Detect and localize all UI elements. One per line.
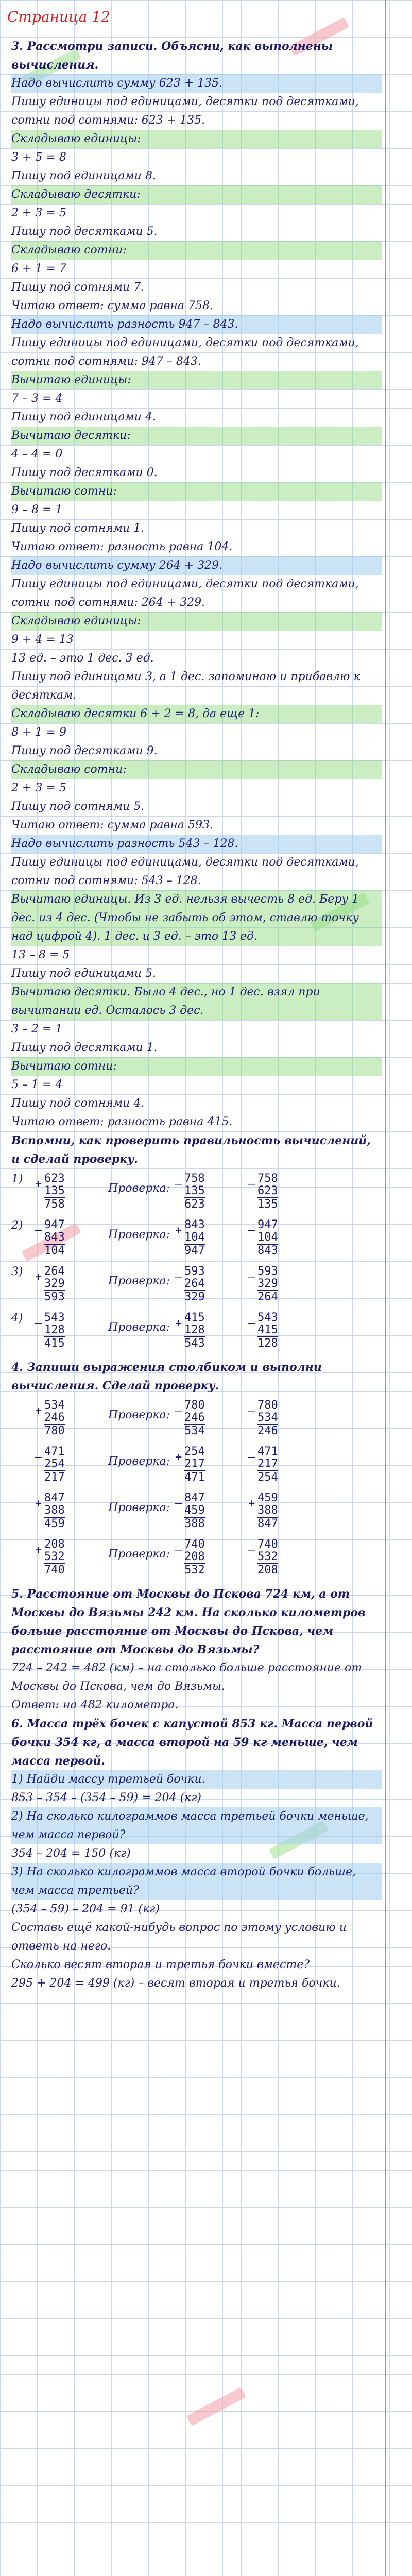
column-numbers <box>44 1173 96 1211</box>
operation-sign: + <box>35 1404 42 1417</box>
operand-number: 415 <box>258 1324 278 1336</box>
operand-number: 128 <box>44 1324 65 1336</box>
column-calc <box>248 1265 309 1303</box>
column-calc <box>35 1538 96 1577</box>
text-line: Складываю сотни: <box>11 241 382 260</box>
text-line: 7 – 3 = 4 <box>11 392 63 405</box>
margin-line <box>385 0 386 2576</box>
text-line: Пишу под десятками 1. <box>11 1041 158 1054</box>
content <box>11 37 382 1993</box>
column-calc <box>35 1219 96 1257</box>
operation-sign: + <box>175 1224 182 1237</box>
operand-number: 217 <box>184 1458 205 1470</box>
text-line: Надо вычислить сумму 264 + 329. <box>11 556 382 575</box>
result-number: 758 <box>44 1198 65 1211</box>
column-calc <box>175 1538 236 1577</box>
text-line: (354 – 59) – 204 = 91 (кг) <box>11 1903 160 1916</box>
column-calc <box>175 1265 236 1303</box>
operand-number: 104 <box>258 1231 278 1244</box>
column-numbers <box>184 1399 236 1437</box>
text-line: 3) На сколько килограммов масса второй бочки больше, чем масса третьей? <box>11 1863 382 1900</box>
operation-sign: – <box>35 1224 42 1237</box>
text-line: Пишу единицы под единицами, десятки под десятками, сотни под сотнями: 543 – 128. <box>11 856 359 887</box>
operand-number: 947 <box>44 1218 65 1231</box>
column-calc <box>35 1265 96 1303</box>
operation-sign: + <box>175 1451 182 1464</box>
text-line: Складываю десятки: <box>11 185 382 204</box>
operand-number: 534 <box>258 1411 278 1424</box>
column-numbers <box>258 1219 309 1257</box>
operand-number: 388 <box>44 1504 65 1517</box>
column-calc <box>35 1173 96 1211</box>
column-calc <box>248 1399 309 1437</box>
operand-number: 593 <box>258 1265 278 1278</box>
text-line: Складываю единицы: <box>11 130 382 148</box>
text-line: Читаю ответ: сумма равна 593. <box>11 819 213 832</box>
column-numbers <box>44 1538 96 1577</box>
text-line: Вычитаю десятки. Было 4 дес., но 1 дес. взял при вычитании ед. Осталось 3 дес. <box>11 983 382 1020</box>
text-line: Вычитаю сотни: <box>11 482 382 501</box>
operand-number: 532 <box>258 1550 278 1563</box>
text-line: 5 – 1 = 4 <box>11 1078 63 1091</box>
operation-sign: – <box>175 1544 182 1556</box>
result-number: 534 <box>184 1425 205 1437</box>
text-line: 13 ед. – это 1 дес. 3 ед. <box>11 652 154 665</box>
task-5-title: 5. Расстояние от Москвы до Пскова 724 км, а от Москвы до Вязьмы 242 км. На сколько километров больше расстояние от Москвы до Пскова, чем расстояние от Москвы до Вязьмы? <box>11 1587 366 1656</box>
column-numbers <box>258 1492 309 1530</box>
explanation-lines <box>11 74 382 1131</box>
column-numbers <box>184 1173 236 1211</box>
column-calc <box>248 1173 309 1211</box>
check-label: Проверка: <box>108 1321 170 1334</box>
text-line: Пишу под сотнями 7. <box>11 281 145 294</box>
text-line: Надо вычислить разность 543 – 128. <box>11 835 382 853</box>
column-calc <box>35 1446 96 1484</box>
check-label: Проверка: <box>108 1455 170 1468</box>
operation-sign: – <box>248 1317 255 1330</box>
task-6-lines <box>11 1770 382 1993</box>
text-line: Складываю десятки 6 + 2 = 8, да еще 1: <box>11 705 382 723</box>
result-number: 532 <box>184 1564 205 1577</box>
text-line: Надо вычислить сумму 623 + 135. <box>11 74 382 93</box>
column-numbers <box>184 1219 236 1257</box>
operand-number: 758 <box>184 1172 205 1185</box>
text-line: Составь ещё какой-нибудь вопрос по этому условию и ответь на него. <box>11 1921 347 1953</box>
text-line: 6 + 1 = 7 <box>11 262 66 275</box>
column-numbers <box>44 1446 96 1484</box>
text-line: Читаю ответ: разность равна 104. <box>11 540 233 553</box>
operand-number: 264 <box>184 1277 205 1290</box>
text-line: Читаю ответ: разность равна 415. <box>11 1115 233 1128</box>
check-row <box>11 1492 382 1530</box>
operand-number: 459 <box>184 1504 205 1517</box>
text-line: 1) Найди массу третьей бочки. <box>11 1770 382 1789</box>
result-number: 947 <box>184 1244 205 1257</box>
column-numbers <box>44 1265 96 1303</box>
operation-sign: + <box>248 1497 255 1510</box>
operand-number: 415 <box>184 1311 205 1324</box>
column-numbers <box>44 1399 96 1437</box>
operand-number: 471 <box>44 1445 65 1458</box>
column-calc <box>175 1492 236 1530</box>
text-line: 354 – 204 = 150 (кг) <box>11 1847 131 1860</box>
check-row <box>11 1312 382 1350</box>
check-row <box>11 1538 382 1577</box>
operand-number: 758 <box>258 1172 278 1185</box>
operation-sign: – <box>175 1404 182 1417</box>
check-label: Проверка: <box>108 1275 170 1287</box>
check-label: Проверка: <box>108 1182 170 1195</box>
column-numbers <box>44 1492 96 1530</box>
operand-number: 740 <box>184 1538 205 1551</box>
column-calc <box>248 1219 309 1257</box>
text-line: Пишу под сотнями 1. <box>11 522 145 535</box>
operation-sign: + <box>35 1544 42 1556</box>
operand-number: 623 <box>258 1184 278 1197</box>
operand-number: 532 <box>44 1550 65 1563</box>
operation-sign: – <box>175 1497 182 1510</box>
column-numbers <box>184 1312 236 1350</box>
task-5-lines <box>11 1659 382 1715</box>
text-line: 8 + 1 = 9 <box>11 726 66 739</box>
text-line: Пишу под десятками 5. <box>11 225 158 238</box>
result-number: 135 <box>258 1198 278 1211</box>
text-line: Пишу единицы под единицами, десятки под десятками, сотни под сотнями: 947 – 843. <box>11 336 359 368</box>
column-calc <box>35 1492 96 1530</box>
column-numbers <box>258 1399 309 1437</box>
result-number: 329 <box>184 1291 205 1303</box>
operand-number: 780 <box>258 1399 278 1412</box>
text-line: Складываю единицы: <box>11 612 382 631</box>
column-calc <box>35 1312 96 1350</box>
text-line: 4 – 4 = 0 <box>11 448 63 461</box>
text-line: 2) На сколько килограммов масса третьей бочки меньше, чем масса первой? <box>11 1807 382 1844</box>
operand-number: 208 <box>184 1550 205 1563</box>
operand-number: 843 <box>184 1218 205 1231</box>
operation-sign: – <box>248 1544 255 1556</box>
task-6-title: 6. Масса трёх бочек с капустой 853 кг. Масса первой бочки 354 кг, а масса второй на 59 кг меньше, чем масса первой. <box>11 1717 373 1768</box>
column-calc <box>248 1446 309 1484</box>
operation-sign: + <box>35 1270 42 1283</box>
column-numbers <box>184 1492 236 1530</box>
operation-sign: – <box>248 1178 255 1191</box>
column-calc <box>175 1312 236 1350</box>
text-line: Надо вычислить разность 947 – 843. <box>11 315 382 334</box>
result-number: 780 <box>44 1425 65 1437</box>
remember-title: Вспомни, как проверить правильность вычислений, и сделай проверку. <box>11 1134 371 1166</box>
operand-number: 208 <box>44 1538 65 1551</box>
operand-number: 217 <box>258 1458 278 1470</box>
text-line: 853 – 354 – (354 – 59) = 204 (кг) <box>11 1791 201 1804</box>
result-number: 217 <box>44 1471 65 1484</box>
result-number: 543 <box>184 1337 205 1350</box>
checks4-block <box>11 1399 382 1577</box>
row-number: 4) <box>11 1312 23 1325</box>
result-number: 623 <box>184 1198 205 1211</box>
operand-number: 780 <box>184 1399 205 1412</box>
operand-number: 246 <box>184 1411 205 1424</box>
column-numbers <box>184 1446 236 1484</box>
text-line: Вычитаю единицы. Из 3 ед. нельзя вычесть 8 ед. Беру 1 дес. из 4 дес. (Чтобы не забыть об этом, ставлю точку над цифрой 4). 1 дес. и 3 ед. – это 13 ед. <box>11 890 382 946</box>
text-line: Пишу под единицами 3, а 1 дес. запоминаю и прибавлю к десяткам. <box>11 670 360 702</box>
column-numbers <box>258 1538 309 1577</box>
text-line: 2 + 3 = 5 <box>11 207 66 219</box>
text-line: Пишу под единицами 8. <box>11 170 156 182</box>
task-3-title: 3. Рассмотри записи. Объясни, как выполнены вычисления. <box>11 40 333 72</box>
column-calc <box>35 1399 96 1437</box>
check-label: Проверка: <box>108 1228 170 1241</box>
check-row <box>11 1173 382 1211</box>
text-line: Пишу под десятками 0. <box>11 466 158 479</box>
operand-number: 329 <box>258 1277 278 1290</box>
operand-number: 264 <box>44 1265 65 1278</box>
text-line: Ответ: на 482 километра. <box>11 1699 179 1711</box>
row-number: 1) <box>11 1173 23 1185</box>
text-line: 3 – 2 = 1 <box>11 1023 63 1036</box>
watermark <box>186 2387 246 2426</box>
column-numbers <box>258 1446 309 1484</box>
operand-number: 543 <box>44 1311 65 1324</box>
page-title: Страница 12 <box>7 8 110 25</box>
text-line: Складываю сотни: <box>11 760 382 779</box>
operation-sign: – <box>248 1404 255 1417</box>
result-number: 208 <box>258 1564 278 1577</box>
column-numbers <box>184 1538 236 1577</box>
check-row <box>11 1219 382 1257</box>
check-row <box>11 1265 382 1303</box>
operation-sign: – <box>248 1224 255 1237</box>
result-number: 847 <box>258 1517 278 1530</box>
operand-number: 388 <box>258 1504 278 1517</box>
checks-block <box>11 1173 382 1350</box>
check-label: Проверка: <box>108 1409 170 1421</box>
check-label: Проверка: <box>108 1548 170 1561</box>
check-row <box>11 1446 382 1484</box>
text-line: Сколько весят вторая и третья бочки вместе? <box>11 1958 310 1971</box>
column-calc <box>248 1312 309 1350</box>
operation-sign: + <box>175 1317 182 1330</box>
operand-number: 329 <box>44 1277 65 1290</box>
operand-number: 246 <box>44 1411 65 1424</box>
text-line: 724 – 242 = 482 (км) – на столько больше расстояние от Москвы до Пскова, чем до Вязьмы. <box>11 1662 363 1693</box>
check-row <box>11 1399 382 1437</box>
operand-number: 843 <box>44 1231 65 1244</box>
operand-number: 135 <box>44 1184 65 1197</box>
operand-number: 847 <box>44 1492 65 1504</box>
operation-sign: – <box>175 1270 182 1283</box>
result-number: 104 <box>44 1244 65 1257</box>
result-number: 415 <box>44 1337 65 1350</box>
operand-number: 593 <box>184 1265 205 1278</box>
operand-number: 135 <box>184 1184 205 1197</box>
text-line: Пишу под десятками 9. <box>11 744 158 757</box>
result-number: 254 <box>258 1471 278 1484</box>
row-number: 2) <box>11 1219 23 1232</box>
operand-number: 543 <box>258 1311 278 1324</box>
row-number: 3) <box>11 1265 23 1278</box>
result-number: 388 <box>184 1517 205 1530</box>
operand-number: 104 <box>184 1231 205 1244</box>
text-line: 295 + 204 = 499 (кг) – весят вторая и третья бочки. <box>11 1977 340 1990</box>
column-numbers <box>44 1312 96 1350</box>
operation-sign: – <box>35 1451 42 1464</box>
result-number: 471 <box>184 1471 205 1484</box>
text-line: Пишу под единицами 5. <box>11 967 156 980</box>
result-number: 264 <box>258 1291 278 1303</box>
text-line: Вычитаю десятки: <box>11 427 382 445</box>
operand-number: 740 <box>258 1538 278 1551</box>
operand-number: 847 <box>184 1492 205 1504</box>
text-line: 9 + 4 = 13 <box>11 633 74 646</box>
text-line: 9 – 8 = 1 <box>11 503 63 516</box>
operation-sign: + <box>35 1497 42 1510</box>
task-4-title: 4. Запиши выражения столбиком и выполни вычисления. Сделай проверку. <box>11 1361 322 1393</box>
column-calc <box>175 1399 236 1437</box>
column-numbers <box>258 1173 309 1211</box>
column-calc <box>248 1538 309 1577</box>
result-number: 843 <box>258 1244 278 1257</box>
operand-number: 471 <box>258 1445 278 1458</box>
column-numbers <box>258 1312 309 1350</box>
text-line: 13 – 8 = 5 <box>11 948 70 961</box>
column-calc <box>175 1446 236 1484</box>
operand-number: 254 <box>44 1458 65 1470</box>
column-numbers <box>258 1265 309 1303</box>
operation-sign: – <box>35 1317 42 1330</box>
text-line: Вычитаю единицы: <box>11 371 382 389</box>
operand-number: 623 <box>44 1172 65 1185</box>
operation-sign: – <box>248 1451 255 1464</box>
text-line: Вычитаю сотни: <box>11 1057 382 1076</box>
column-numbers <box>44 1219 96 1257</box>
column-calc <box>175 1219 236 1257</box>
operation-sign: + <box>35 1178 42 1191</box>
result-number: 740 <box>44 1564 65 1577</box>
column-numbers <box>184 1265 236 1303</box>
operand-number: 947 <box>258 1218 278 1231</box>
operand-number: 459 <box>258 1492 278 1504</box>
text-line: Пишу под сотнями 4. <box>11 1097 145 1110</box>
text-line: Пишу под сотнями 5. <box>11 800 145 813</box>
operand-number: 534 <box>44 1399 65 1412</box>
column-calc <box>248 1492 309 1530</box>
text-line: 3 + 5 = 8 <box>11 151 66 164</box>
result-number: 459 <box>44 1517 65 1530</box>
operation-sign: – <box>248 1270 255 1283</box>
check-label: Проверка: <box>108 1501 170 1514</box>
result-number: 593 <box>44 1291 65 1303</box>
operand-number: 254 <box>184 1445 205 1458</box>
operation-sign: – <box>175 1178 182 1191</box>
column-calc <box>175 1173 236 1211</box>
operand-number: 128 <box>184 1324 205 1336</box>
text-line: Пишу под единицами 4. <box>11 411 156 423</box>
text-line: 2 + 3 = 5 <box>11 782 66 794</box>
text-line: Пишу единицы под единицами, десятки под десятками, сотни под сотнями: 264 + 329. <box>11 578 359 609</box>
text-line: Пишу единицы под единицами, десятки под десятками, сотни под сотнями: 623 + 135. <box>11 95 359 127</box>
result-number: 246 <box>258 1425 278 1437</box>
text-line: Читаю ответ: сумма равна 758. <box>11 299 213 312</box>
result-number: 128 <box>258 1337 278 1350</box>
